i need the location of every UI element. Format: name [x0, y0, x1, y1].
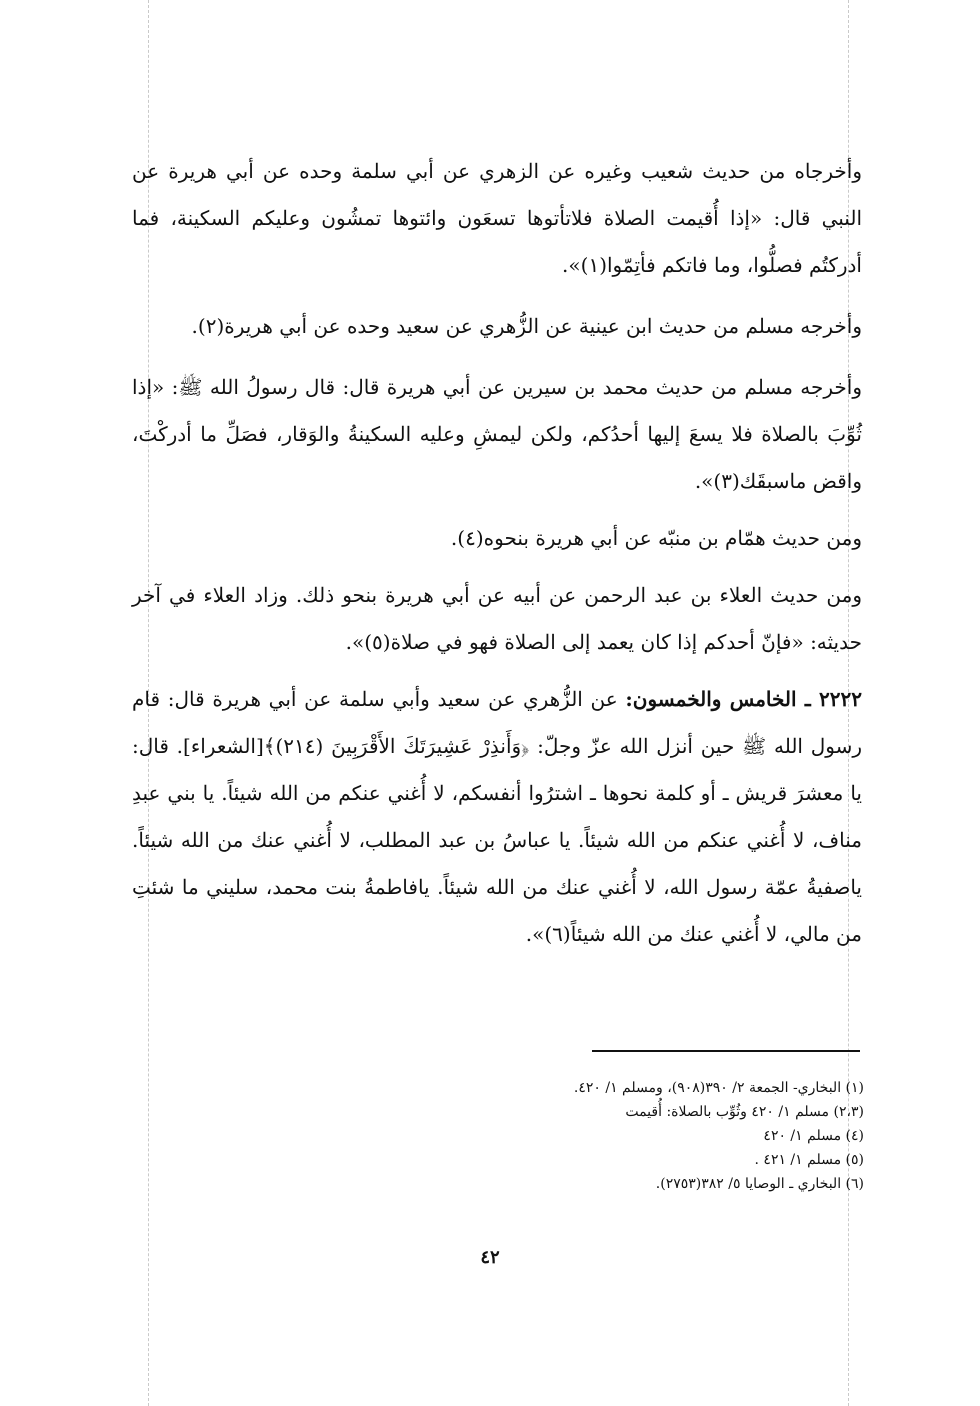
footnote-divider [592, 1050, 860, 1052]
hadith-body: عن الزُّهري عن سعيد وأبي سلمة عن أبي هريرة قال: قام رسول الله ﷺ حين أنزل الله عزّ وجلّ: ﴿وَأَنذِرْ عَشِيرَتَكَ الأَقْرَبِينَ (٢١٤)﴾[الشعراء]. قال: يا معشرَ قريش ـ أو كلمة نحوها ـ اشترُوا أنفسكم، لا أُغني عنكم من الله شيئاً. يا بني عبدِ مناف، لا أُغني عنكم من الله شيئاً. يا عباسُ بن عبد المطلب، لا أُغني عنك من الله شيئاً. ياصفيةُ عمّة رسول الله، لا أُغني عنك من الله شيئاً. يافاطمةُ بنت محمد، سليني ما شئتِ من مالي، لا أُغني عنك من الله شيئاً(٦)». [132, 687, 862, 946]
paragraph-3: وأخرجه مسلم من حديث محمد بن سيرين عن أبي هريرة قال: قال رسولُ الله ﷺ: «إذا ثُوِّبَ بالصلاة فلا يسعَ إليها أحدُكم، ولكن ليمشِ وعليه السكينةُ والوَقار، فصَلِّ ما أدركْتَ، واقض ماسبقَك(٣)». [132, 375, 862, 493]
footnote-1: (١) البخاري- الجمعة ٢/ ٣٩٠(٩٠٨)، ومسلم ١/ ٤٢٠. [573, 1080, 864, 1096]
page-body [132, 148, 862, 968]
paragraph-5: ومن حديث العلاء بن عبد الرحمن عن أبيه عن أبي هريرة بنحو ذلك. وزاد العلاء في آخر حديثه: «فإنّ أحدكم إذا كان يعمد إلى الصلاة فهو في صلاة(٥)». [132, 583, 862, 654]
paragraph-4: ومن حديث همّام بن منبّه عن أبي هريرة بنحوه(٤). [450, 526, 862, 550]
footnotes [440, 1076, 864, 1196]
footnote-2: (٢،٣) مسلم ١/ ٤٢٠ وثُوِّب بالصلاة: أُقيمت [625, 1104, 864, 1120]
hadith-paragraph [132, 676, 862, 958]
footnote-5: (٦) البخاري ـ الوصايا ٥/ ٣٨٢(٢٧٥٣). [655, 1176, 864, 1192]
footnote-3: (٤) مسلم ١/ ٤٢٠ [763, 1128, 864, 1144]
paragraph-2: وأخرجه مسلم من حديث ابن عينية عن الزُّهري عن سعيد وحده عن أبي هريرة(٢). [191, 314, 862, 338]
page-number: ٤٢ [480, 1247, 500, 1268]
paragraph-1: وأخرجاه من حديث شعيب وغيره عن الزهري عن أبي سلمة وحده عن أبي هريرة عن النبي قال: «إذا أُقيمت الصلاة فلاتأتوها تسعَون وائتوها تمشُون وعليكم السكينة، فما أدركتُم فصلُّوا، وما فاتكم فأتِمّوا(١)». [132, 159, 862, 277]
footnote-4: (٥) مسلم ١/ ٤٢١ . [754, 1152, 864, 1168]
hadith-heading: ٢٢٢٢ ـ الخامس والخمسون: [625, 687, 862, 711]
